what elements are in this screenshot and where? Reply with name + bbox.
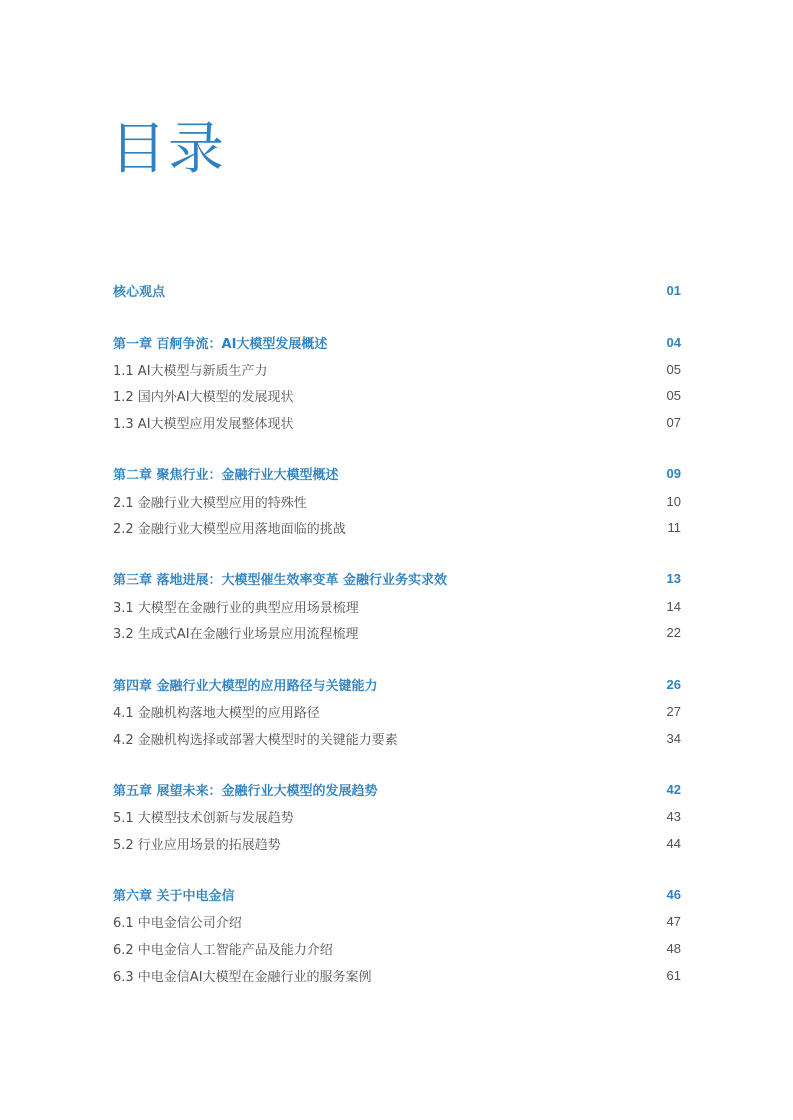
entry-page-number: 44 — [666, 835, 681, 851]
entry-page-number: 47 — [666, 914, 681, 930]
entry-page-number: 05 — [666, 361, 681, 377]
toc-entry[interactable] — [113, 356, 681, 383]
toc-chapter-heading[interactable] — [113, 328, 681, 356]
entry-page-number: 22 — [666, 625, 681, 641]
chapter-title: 第二章 聚焦行业：金融行业大模型概述 — [113, 468, 339, 484]
entry-title: 2.1 金融行业大模型应用的特殊性 — [113, 495, 307, 511]
entry-title: 3.1 大模型在金融行业的典型应用场景梳理 — [113, 600, 359, 616]
entry-page-number: 10 — [666, 493, 681, 509]
chapter-title: 第三章 落地进展：大模型催生效率变革 金融行业务实求效 — [113, 573, 448, 589]
entry-page-number: 14 — [666, 598, 681, 614]
chapter-title: 第五章 展望未来：金融行业大模型的发展趋势 — [113, 783, 378, 799]
entry-title: 4.2 金融机构选择或部署大模型时的关键能力要素 — [113, 732, 398, 748]
toc-chapter-heading[interactable] — [113, 460, 681, 488]
entry-title: 1.2 国内外AI大模型的发展现状 — [113, 390, 294, 406]
entry-title: 3.2 生成式AI在金融行业场景应用流程梳理 — [113, 627, 359, 643]
toc-entry[interactable] — [113, 488, 681, 515]
entry-page-number: 05 — [666, 388, 681, 404]
toc-chapter-heading[interactable] — [113, 276, 681, 304]
toc-entry[interactable] — [113, 514, 681, 541]
chapter-page-number: 46 — [666, 887, 681, 903]
entry-page-number: 34 — [666, 730, 681, 746]
chapter-page-number: 26 — [666, 676, 681, 692]
entry-title: 2.2 金融行业大模型应用落地面临的挑战 — [113, 522, 346, 538]
chapter-title: 核心观点 — [113, 284, 166, 300]
toc-section — [113, 328, 681, 436]
toc-entry[interactable] — [113, 909, 681, 936]
toc-chapter-heading[interactable] — [113, 775, 681, 803]
entry-title: 6.2 中电金信人工智能产品及能力介绍 — [113, 942, 333, 958]
chapter-page-number: 42 — [666, 781, 681, 797]
entry-title: 6.3 中电金信AI大模型在金融行业的服务案例 — [113, 969, 372, 985]
toc-chapter-heading[interactable] — [113, 670, 681, 698]
toc-section — [113, 670, 681, 751]
toc-section — [113, 565, 681, 646]
entry-page-number: 61 — [666, 967, 681, 983]
chapter-page-number: 13 — [666, 571, 681, 587]
entry-title: 5.1 大模型技术创新与发展趋势 — [113, 811, 294, 827]
toc-entry[interactable] — [113, 409, 681, 436]
toc-entry[interactable] — [113, 383, 681, 410]
entry-page-number: 11 — [667, 520, 681, 536]
entry-title: 4.1 金融机构落地大模型的应用路径 — [113, 705, 320, 721]
toc-entry[interactable] — [113, 935, 681, 962]
entry-title: 1.3 AI大模型应用发展整体现状 — [113, 416, 294, 432]
entry-page-number: 27 — [666, 703, 681, 719]
toc-entry[interactable] — [113, 803, 681, 830]
page-title: 目录 — [110, 117, 226, 182]
toc-section — [113, 881, 681, 989]
toc-entry[interactable] — [113, 698, 681, 725]
chapter-title: 第六章 关于中电金信 — [113, 889, 235, 905]
entry-page-number: 43 — [666, 809, 681, 825]
toc-entry[interactable] — [113, 725, 681, 752]
chapter-title: 第一章 百舸争流：AI大模型发展概述 — [113, 336, 328, 352]
entry-page-number: 07 — [666, 414, 681, 430]
chapter-title: 第四章 金融行业大模型的应用路径与关键能力 — [113, 678, 378, 694]
toc-section — [113, 276, 681, 304]
table-of-contents — [113, 276, 681, 1012]
toc-section — [113, 775, 681, 856]
toc-section — [113, 460, 681, 541]
toc-entry[interactable] — [113, 620, 681, 647]
toc-chapter-heading[interactable] — [113, 565, 681, 593]
chapter-page-number: 01 — [666, 282, 681, 298]
chapter-page-number: 04 — [666, 334, 681, 350]
toc-entry[interactable] — [113, 593, 681, 620]
entry-title: 6.1 中电金信公司介绍 — [113, 916, 242, 932]
entry-page-number: 48 — [666, 940, 681, 956]
entry-title: 5.2 行业应用场景的拓展趋势 — [113, 837, 281, 853]
entry-title: 1.1 AI大模型与新质生产力 — [113, 363, 268, 379]
toc-chapter-heading[interactable] — [113, 881, 681, 909]
chapter-page-number: 09 — [666, 466, 681, 482]
toc-entry[interactable] — [113, 830, 681, 857]
toc-entry[interactable] — [113, 962, 681, 989]
